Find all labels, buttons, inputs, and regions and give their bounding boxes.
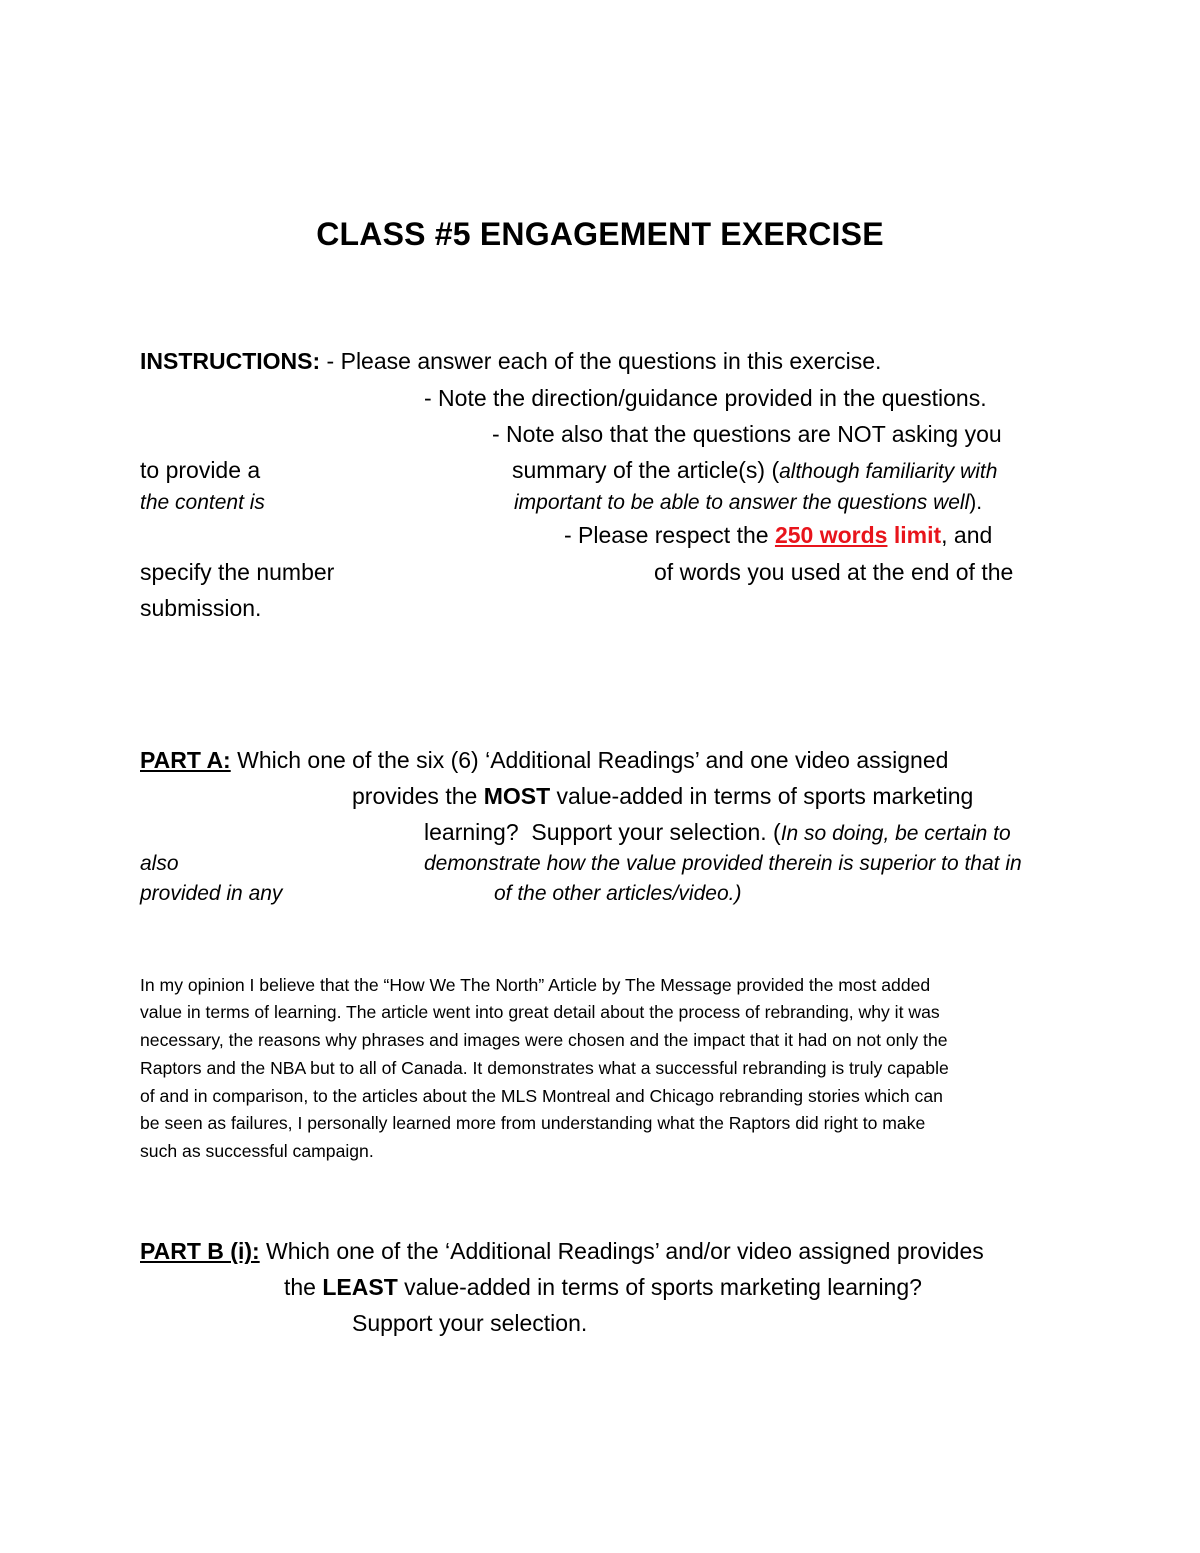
word-limit-highlight: 250 words — [774, 522, 888, 548]
instructions-line-4a: to provide a — [140, 457, 261, 483]
instructions-line-4b: summary of the article(s) (although familiarity with — [512, 457, 998, 483]
part-a-label: PART A: — [140, 747, 231, 773]
answer-line: such as successful campaign. — [140, 1141, 374, 1161]
answer-line: of and in comparison, to the articles about the MLS Montreal and Chicago rebranding stories which can — [140, 1086, 943, 1106]
part-b-line-3: Support your selection. — [352, 1310, 588, 1336]
instructions-line-5a: the content is — [140, 491, 265, 514]
part-b-line-2: the LEAST value-added in terms of sports marketing learning? — [284, 1274, 922, 1300]
part-a-line-4a: also — [140, 852, 179, 875]
instructions-line-7a: specify the number — [140, 559, 335, 585]
instructions-line-1: INSTRUCTIONS: - Please answer each of the questions in this exercise. — [140, 348, 882, 374]
answer-line: be seen as failures, I personally learned more from understanding what the Raptors did right to make — [140, 1113, 926, 1133]
instructions-line-7b: of words you used at the end of the — [654, 559, 1014, 585]
instructions-line-2: - Note the direction/guidance provided in the questions. — [424, 385, 987, 411]
instructions-line-8: submission. — [140, 595, 262, 621]
part-b-label: PART B (i): — [140, 1238, 260, 1264]
part-a-line-5b: of the other articles/video.) — [494, 882, 742, 905]
part-a-line-4b: demonstrate how the value provided therein is superior to that in — [424, 852, 1022, 875]
instructions-line-3: - Note also that the questions are NOT asking you — [492, 421, 1002, 447]
answer-line: necessary, the reasons why phrases and images were chosen and the impact that it had on not only the — [140, 1030, 948, 1050]
answer-line: In my opinion I believe that the “How We The North” Article by The Message provided the most added — [140, 975, 931, 995]
instructions-line-6: - Please respect the 250 words limit, and — [564, 522, 993, 548]
page-title: CLASS #5 ENGAGEMENT EXERCISE — [316, 216, 884, 252]
answer-line: Raptors and the NBA but to all of Canada. It demonstrates what a successful rebranding is truly capable — [140, 1058, 949, 1078]
instructions-label: INSTRUCTIONS: — [140, 348, 321, 374]
part-b-line-1: PART B (i): Which one of the ‘Additional Readings’ and/or video assigned provides — [140, 1238, 984, 1264]
instructions-line-5b: important to be able to answer the questions well). — [514, 491, 983, 514]
part-a-line-2: provides the MOST value-added in terms of sports marketing — [352, 783, 974, 809]
part-a-line-5a: provided in any — [140, 882, 283, 905]
part-a-line-3: learning? Support your selection. (In so doing, be certain to — [424, 819, 1011, 845]
part-a-line-1: PART A: Which one of the six (6) ‘Additional Readings’ and one video assigned — [140, 747, 949, 773]
answer-line: value in terms of learning. The article went into great detail about the process of rebranding, why it was — [140, 1002, 940, 1022]
